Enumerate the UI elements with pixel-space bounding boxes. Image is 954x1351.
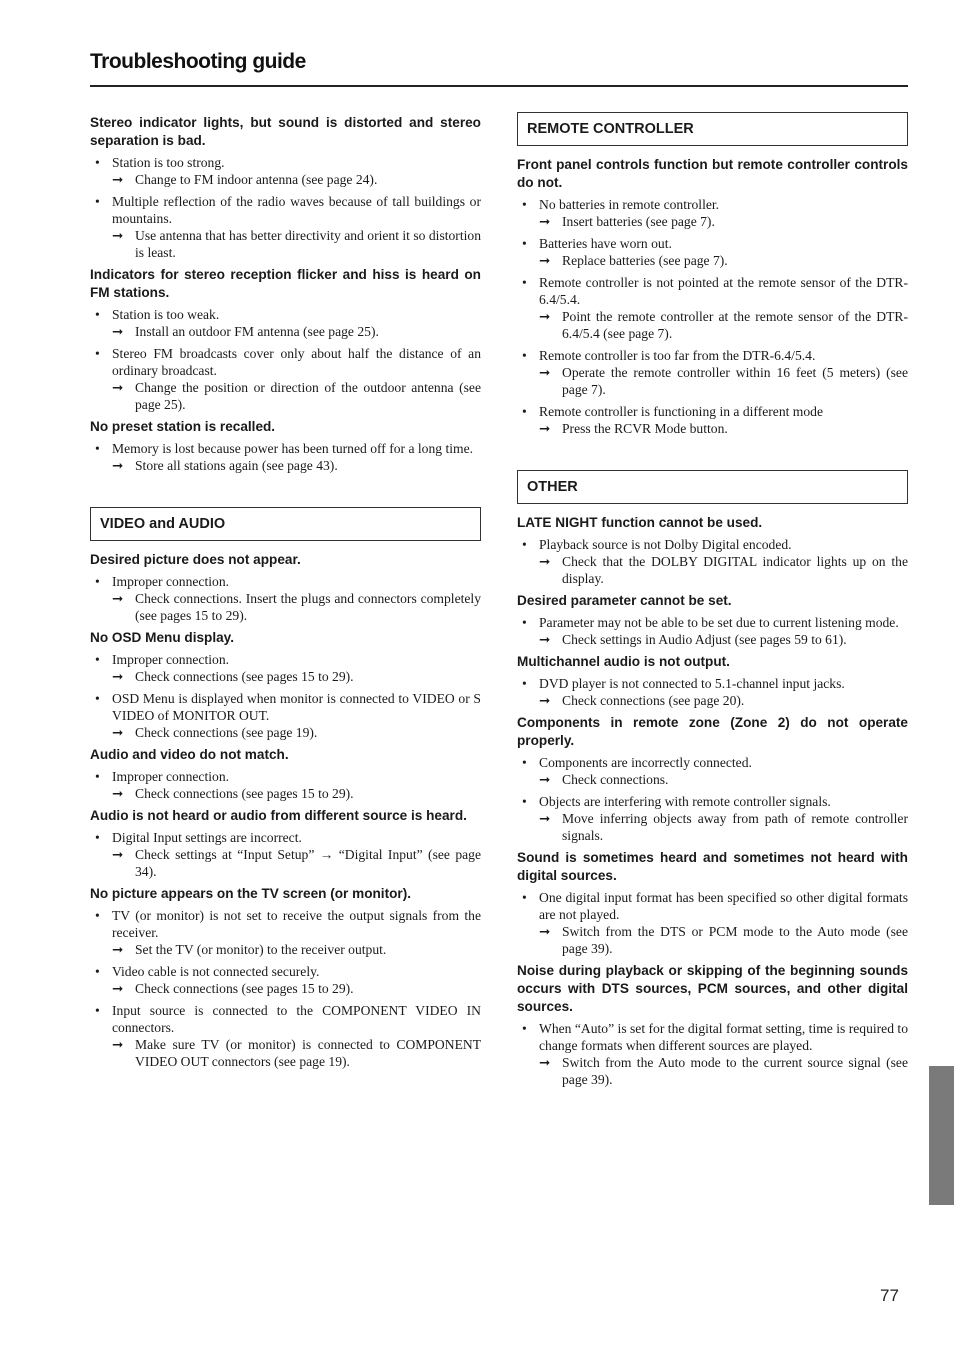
remedy-text: Make sure TV (or monitor) is connected to COMPONENT VIDEO OUT connectors (see page 19). xyxy=(135,1037,481,1069)
bullet-icon: • xyxy=(522,275,527,290)
cause-text: Objects are interfering with remote controller signals. xyxy=(539,794,831,809)
cause-list xyxy=(90,768,481,802)
remedy-text: Check connections. xyxy=(562,772,669,787)
list-item xyxy=(517,675,908,709)
list-item xyxy=(517,793,908,844)
arrow-right-icon: ➞ xyxy=(539,1055,551,1070)
remedy-text: Check connections (see page 20). xyxy=(562,693,745,708)
bullet-icon: • xyxy=(522,676,527,691)
list-item xyxy=(90,768,481,802)
arrow-right-icon: ➞ xyxy=(112,1037,124,1052)
remedy-text: Point the remote controller at the remote sensor of the DTR-6.4/5.4 (see page 7). xyxy=(562,309,908,341)
cause-list xyxy=(90,907,481,1070)
cause-text: Remote controller is functioning in a different mode xyxy=(539,404,824,419)
list-item xyxy=(517,403,908,437)
remedy-text: Check connections (see pages 15 to 29). xyxy=(135,669,354,684)
bullet-icon: • xyxy=(95,574,100,589)
bullet-icon: • xyxy=(95,307,100,322)
cause-text: Improper connection. xyxy=(112,769,230,784)
bullet-icon: • xyxy=(522,236,527,251)
remedy xyxy=(539,420,908,437)
arrow-right-icon: ➞ xyxy=(112,847,124,862)
bullet-icon: • xyxy=(95,830,100,845)
issue-heading: Desired parameter cannot be set. xyxy=(517,593,732,608)
arrow-right-icon: ➞ xyxy=(112,981,124,996)
bullet-icon: • xyxy=(522,794,527,809)
cause-text: Improper connection. xyxy=(112,652,230,667)
cause-list xyxy=(517,536,908,587)
remedy xyxy=(539,692,908,709)
list-item xyxy=(90,1002,481,1070)
list-item xyxy=(90,154,481,188)
right-column xyxy=(517,112,908,1093)
list-item xyxy=(90,690,481,741)
bullet-icon: • xyxy=(522,615,527,630)
cause-list xyxy=(517,614,908,648)
issue-heading: Audio is not heard or audio from different source is heard. xyxy=(90,808,467,823)
cause-list xyxy=(517,675,908,709)
remedy xyxy=(112,457,481,474)
issue-heading: Indicators for stereo reception flicker and hiss is heard on FM stations. xyxy=(90,267,481,300)
remedy xyxy=(112,941,481,958)
remedy-text: Check that the DOLBY DIGITAL indicator lights up on the display. xyxy=(562,554,908,586)
remedy-text: Insert batteries (see page 7). xyxy=(562,214,715,229)
remedy xyxy=(112,785,481,802)
arrow-right-icon: ➞ xyxy=(539,772,551,787)
remedy xyxy=(539,771,908,788)
list-item xyxy=(517,274,908,342)
remedy xyxy=(539,213,908,230)
remedy-text: Install an outdoor FM antenna (see page 25). xyxy=(135,324,379,339)
cause-text: Multiple reflection of the radio waves because of tall buildings or mountains. xyxy=(112,194,481,226)
list-item xyxy=(90,573,481,624)
list-item xyxy=(517,889,908,957)
list-item xyxy=(90,193,481,261)
list-item xyxy=(517,235,908,269)
cause-text: When “Auto” is set for the digital format setting, time is required to change formats when different sources are played. xyxy=(539,1021,908,1053)
remedy-text: Operate the remote controller within 16 feet (5 meters) (see page 7). xyxy=(562,365,908,397)
title-rule xyxy=(90,85,908,87)
remedy xyxy=(112,323,481,340)
remedy xyxy=(539,923,908,957)
remedy-text: Check connections (see page 19). xyxy=(135,725,318,740)
remedy xyxy=(112,846,481,880)
page-title: Troubleshooting guide xyxy=(90,50,306,73)
list-item xyxy=(90,829,481,880)
bullet-icon: • xyxy=(95,441,100,456)
arrow-right-icon: ➞ xyxy=(112,228,124,243)
arrow-right-icon: ➞ xyxy=(112,725,124,740)
bullet-icon: • xyxy=(95,908,100,923)
list-item xyxy=(90,306,481,340)
list-item xyxy=(90,963,481,997)
issue-heading: Sound is sometimes heard and sometimes not heard with digital sources. xyxy=(517,850,908,883)
section-header: REMOTE CONTROLLER xyxy=(517,112,908,146)
bullet-icon: • xyxy=(95,194,100,209)
cause-list xyxy=(90,440,481,474)
cause-text: Parameter may not be able to be set due to current listening mode. xyxy=(539,615,899,630)
bullet-icon: • xyxy=(95,346,100,361)
bullet-icon: • xyxy=(522,890,527,905)
remedy xyxy=(539,1054,908,1088)
arrow-right-icon: ➞ xyxy=(539,421,551,436)
cause-text: Digital Input settings are incorrect. xyxy=(112,830,302,845)
issue-heading: Noise during playback or skipping of the beginning sounds occurs with DTS sources, PCM sources, and other digital sources. xyxy=(517,963,908,1014)
cause-list xyxy=(90,651,481,741)
section-header: VIDEO and AUDIO xyxy=(90,507,481,541)
remedy xyxy=(539,553,908,587)
list-item xyxy=(517,614,908,648)
cause-text: Improper connection. xyxy=(112,574,230,589)
list-item xyxy=(90,907,481,958)
bullet-icon: • xyxy=(95,769,100,784)
issue-heading: Front panel controls function but remote controller controls do not. xyxy=(517,157,908,190)
section-spacer xyxy=(90,479,481,507)
remedy xyxy=(112,171,481,188)
remedy xyxy=(539,631,908,648)
cause-text: Input source is connected to the COMPONENT VIDEO IN connectors. xyxy=(112,1003,481,1035)
arrow-right-icon: ➞ xyxy=(539,693,551,708)
bullet-icon: • xyxy=(522,1021,527,1036)
cause-text: Video cable is not connected securely. xyxy=(112,964,320,979)
remedy-text: Use antenna that has better directivity and orient it so distortion is least. xyxy=(135,228,481,260)
remedy-text: Check connections. Insert the plugs and connectors completely (see pages 15 to 29). xyxy=(135,591,481,623)
remedy xyxy=(539,252,908,269)
remedy xyxy=(539,364,908,398)
cause-text: Memory is lost because power has been turned off for a long time. xyxy=(112,441,474,456)
bullet-icon: • xyxy=(95,155,100,170)
arrow-right-icon: ➞ xyxy=(539,365,551,380)
arrow-right-icon: ➞ xyxy=(539,811,551,826)
issue-heading: Multichannel audio is not output. xyxy=(517,654,730,669)
cause-list xyxy=(90,154,481,261)
cause-text: Stereo FM broadcasts cover only about half the distance of an ordinary broadcast. xyxy=(112,346,481,378)
remedy xyxy=(112,227,481,261)
remedy xyxy=(112,668,481,685)
cause-text: No batteries in remote controller. xyxy=(539,197,720,212)
cause-text: Remote controller is not pointed at the remote sensor of the DTR-6.4/5.4. xyxy=(539,275,908,307)
arrow-right-icon: ➞ xyxy=(539,632,551,647)
arrow-right-icon: ➞ xyxy=(112,942,124,957)
cause-text: Remote controller is too far from the DTR-6.4/5.4. xyxy=(539,348,816,363)
remedy-text: Check settings in Audio Adjust (see pages 59 to 61). xyxy=(562,632,847,647)
list-item xyxy=(90,440,481,474)
cause-text: Station is too weak. xyxy=(112,307,220,322)
arrow-right-icon: ➞ xyxy=(112,458,124,473)
arrow-right-icon: ➞ xyxy=(112,324,124,339)
cause-list xyxy=(90,573,481,624)
list-item xyxy=(517,1020,908,1088)
bullet-icon: • xyxy=(522,404,527,419)
remedy xyxy=(539,810,908,844)
cause-text: Playback source is not Dolby Digital encoded. xyxy=(539,537,792,552)
list-item xyxy=(517,347,908,398)
cause-text: TV (or monitor) is not set to receive the output signals from the receiver. xyxy=(112,908,481,940)
page-number: 77 xyxy=(880,1286,899,1305)
issue-heading: Desired picture does not appear. xyxy=(90,552,301,567)
bullet-icon: • xyxy=(522,755,527,770)
issue-heading: No preset station is recalled. xyxy=(90,419,276,434)
remedy-text: Press the RCVR Mode button. xyxy=(562,421,728,436)
remedy-text: Switch from the Auto mode to the current source signal (see page 39). xyxy=(562,1055,908,1087)
remedy xyxy=(112,379,481,413)
list-item xyxy=(517,196,908,230)
remedy-text: Replace batteries (see page 7). xyxy=(562,253,728,268)
remedy-text: Store all stations again (see page 43). xyxy=(135,458,338,473)
bullet-icon: • xyxy=(522,537,527,552)
issue-heading: Components in remote zone (Zone 2) do not operate properly. xyxy=(517,715,908,748)
remedy-text: Check connections (see pages 15 to 29). xyxy=(135,786,354,801)
remedy xyxy=(112,724,481,741)
section-spacer xyxy=(517,442,908,470)
cause-text: Components are incorrectly connected. xyxy=(539,755,752,770)
bullet-icon: • xyxy=(522,348,527,363)
arrow-right-icon: ➞ xyxy=(539,554,551,569)
bullet-icon: • xyxy=(522,197,527,212)
remedy-text: Change to FM indoor antenna (see page 24). xyxy=(135,172,378,187)
remedy xyxy=(112,1036,481,1070)
remedy-text: Set the TV (or monitor) to the receiver output. xyxy=(135,942,387,957)
cause-text: OSD Menu is displayed when monitor is connected to VIDEO or S VIDEO of MONITOR OUT. xyxy=(112,691,481,723)
cause-text: One digital input format has been specified so other digital formats are not played. xyxy=(539,890,908,922)
side-tab xyxy=(929,1066,954,1205)
issue-heading: No picture appears on the TV screen (or monitor). xyxy=(90,886,412,901)
remedy-text: Check settings at “Input Setup” → “Digital Input” (see page 34). xyxy=(135,847,481,879)
section-header: OTHER xyxy=(517,470,908,504)
cause-text: Station is too strong. xyxy=(112,155,225,170)
arrow-right-icon: ➞ xyxy=(539,253,551,268)
cause-list xyxy=(517,754,908,844)
remedy xyxy=(539,308,908,342)
arrow-right-icon: ➞ xyxy=(539,924,551,939)
list-item xyxy=(90,345,481,413)
remedy-text: Move inferring objects away from path of remote controller signals. xyxy=(562,811,908,843)
issue-heading: Stereo indicator lights, but sound is distorted and stereo separation is bad. xyxy=(90,115,481,148)
remedy-text: Check connections (see pages 15 to 29). xyxy=(135,981,354,996)
remedy xyxy=(112,590,481,624)
list-item xyxy=(517,754,908,788)
bullet-icon: • xyxy=(95,1003,100,1018)
list-item xyxy=(517,536,908,587)
remedy-text: Switch from the DTS or PCM mode to the Auto mode (see page 39). xyxy=(562,924,908,956)
cause-text: DVD player is not connected to 5.1-channel input jacks. xyxy=(539,676,845,691)
arrow-right-icon: ➞ xyxy=(112,786,124,801)
cause-list xyxy=(517,1020,908,1088)
arrow-right-icon: ➞ xyxy=(112,172,124,187)
arrow-right-icon: ➞ xyxy=(112,669,124,684)
list-item xyxy=(90,651,481,685)
cause-list xyxy=(90,829,481,880)
left-column xyxy=(90,112,481,1075)
remedy-text: Change the position or direction of the outdoor antenna (see page 25). xyxy=(135,380,481,412)
cause-list xyxy=(517,196,908,437)
bullet-icon: • xyxy=(95,964,100,979)
issue-heading: LATE NIGHT function cannot be used. xyxy=(517,515,763,530)
issue-heading: Audio and video do not match. xyxy=(90,747,289,762)
issue-heading: No OSD Menu display. xyxy=(90,630,235,645)
remedy xyxy=(112,980,481,997)
bullet-icon: • xyxy=(95,691,100,706)
cause-list xyxy=(517,889,908,957)
cause-text: Batteries have worn out. xyxy=(539,236,672,251)
arrow-right-icon: ➞ xyxy=(112,591,124,606)
arrow-right-icon: ➞ xyxy=(539,214,551,229)
arrow-right-icon: ➞ xyxy=(112,380,124,395)
bullet-icon: • xyxy=(95,652,100,667)
cause-list xyxy=(90,306,481,413)
arrow-right-icon: ➞ xyxy=(539,309,551,324)
